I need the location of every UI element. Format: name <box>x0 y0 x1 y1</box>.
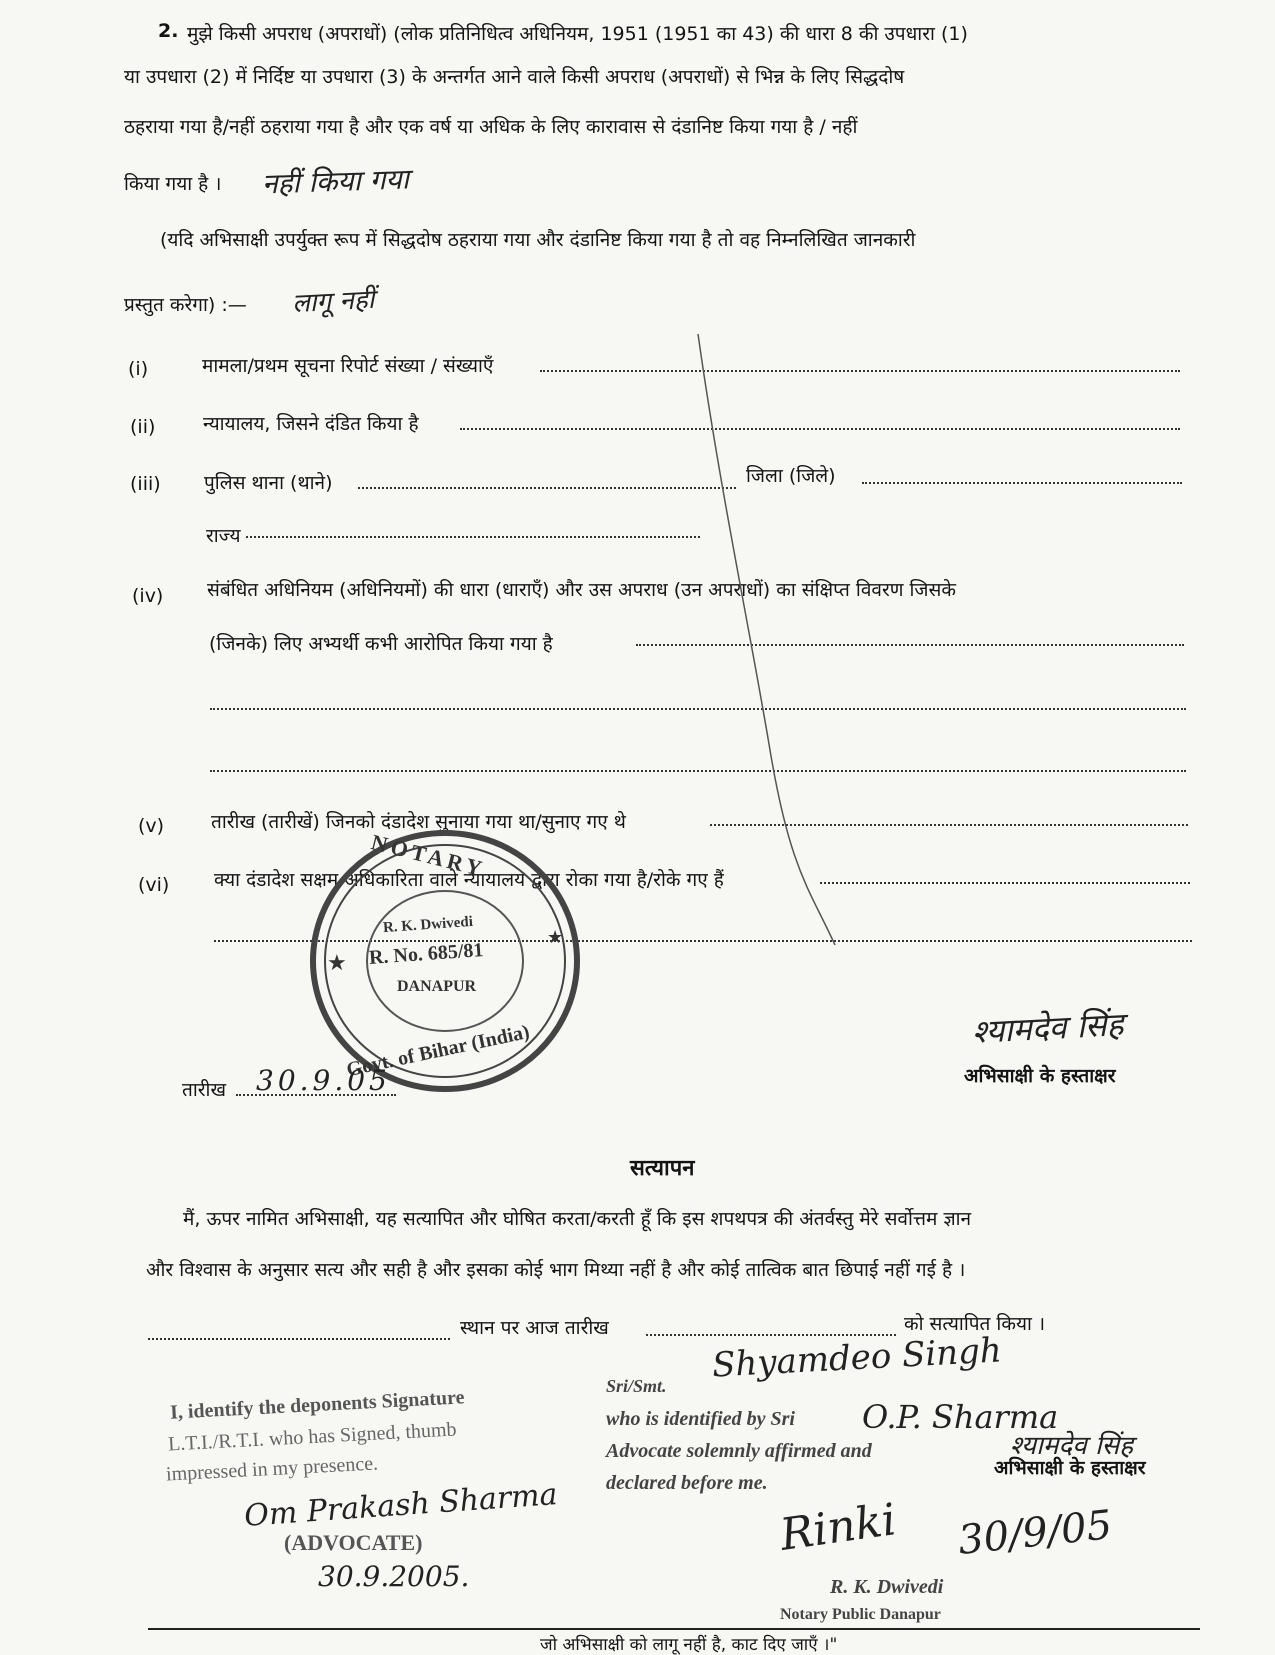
item-iii-state-blank <box>246 536 700 538</box>
stamp-place: DANAPUR <box>397 978 477 995</box>
notary-signature: Rinki <box>777 1494 900 1561</box>
footnote-text: जो अभिसाक्षी को लागू नहीं है, काट दिए जाएँ ।" <box>540 1635 838 1655</box>
verification-place-blank <box>148 1338 450 1340</box>
advocate-stamp-line3: impressed in my presence. <box>165 1452 379 1486</box>
date-label: तारीख <box>182 1079 226 1101</box>
stamp-top-text: NOTARY <box>368 829 489 882</box>
item-iii-label: पुलिस थाना (थाने) <box>204 472 333 494</box>
item-ii-number: (ii) <box>130 416 156 438</box>
verification-verified-label: को सत्यापित किया । <box>904 1313 1046 1335</box>
item-vi-label: क्या दंडादेश सक्षम अधिकारिता वाले न्यायालय द्वारा रोका गया है/रोके गए हैं <box>214 869 724 891</box>
item-i-label: मामला/प्रथम सूचना रिपोर्ट संख्या / संख्याएँ <box>202 355 494 377</box>
verification-place-label: स्थान पर आज तारीख <box>460 1317 609 1339</box>
footer-rule <box>148 1628 1200 1630</box>
advocate-handwritten-date: 30.9.2005. <box>318 1560 470 1593</box>
conditional-line1: (यदि अभिसाक्षी उपर्युक्त रूप में सिद्धदोष ठहराया गया और दंडानिष्ट किया गया है तो वह निम्नलिखित जानकारी <box>160 229 916 251</box>
notary-stamp-deponent-sig: श्यामदेव सिंह <box>1010 1431 1134 1461</box>
notary-stamp-line4: declared before me. <box>606 1472 768 1494</box>
item-iii-district-label: जिला (जिले) <box>746 465 836 487</box>
advocate-handwritten-name: Om Prakash Sharma <box>243 1477 559 1534</box>
para2-line4: किया गया है । <box>124 173 222 195</box>
stamp-bottom-text: Govt. of Bihar (India) <box>344 1020 532 1082</box>
verification-line1: मैं, ऊपर नामित अभिसाक्षी, यह सत्यापित और घोषित करता/करती हूँ कि इस शपथपत्र की अंतर्वस्तु मेरे सर्वोत्तम ज्ञान <box>183 1208 972 1230</box>
advocate-title: (ADVOCATE) <box>284 1530 423 1555</box>
item-iv-line2: (जिनके) लिए अभ्यर्थी कभी आरोपित किया गया है <box>209 633 553 655</box>
notary-stamp-identifier: O.P. Sharma <box>862 1398 1059 1436</box>
stamp-name: R. K. Dwivedi <box>382 913 474 937</box>
item-ii-label: न्यायालय, जिसने दंडित किया है <box>203 413 419 435</box>
notary-signature-date: 30/9/05 <box>956 1502 1115 1564</box>
para2-handwritten-answer: नहीं किया गया <box>261 162 410 201</box>
item-iii-police-blank <box>358 487 736 489</box>
notary-stamp-line2: who is identified by Sri <box>606 1408 795 1430</box>
advocate-stamp-line1: I, identify the deponents Signature <box>169 1386 466 1424</box>
verification-title: सत्यापन <box>630 1156 695 1181</box>
notary-stamp-handwritten-name: Shyamdeo Singh <box>711 1330 1003 1386</box>
conditional-handwritten-answer: लागू नहीं <box>291 284 376 320</box>
notary-stamp-title: Notary Public Danapur <box>780 1606 941 1623</box>
para2-number: 2. <box>158 20 179 42</box>
para2-line3: ठहराया गया है/नहीं ठहराया गया है और एक वर्ष या अधिक के लिए कारावास से दंडानिष्ट किया गया है / नहीं <box>124 116 858 138</box>
date-handwritten: 30.9.05 <box>256 1064 391 1097</box>
advocate-stamp-line2: L.T.I./R.T.I. who has Signed, thumb <box>167 1418 458 1456</box>
svg-text:★: ★ <box>547 927 564 948</box>
verification-date-blank <box>646 1334 896 1336</box>
conditional-line2: प्रस्तुत करेगा) :— <box>124 294 247 316</box>
notary-stamp-line3: Advocate solemnly affirmed and <box>606 1440 872 1462</box>
notary-stamp-line1: Sri/Smt. <box>606 1376 667 1396</box>
item-v-label: तारीख (तारीखें) जिनको दंडादेश सुनाया गया था/सुनाए गए थे <box>211 811 626 833</box>
deponent-signature-label-2: अभिसाक्षी के हस्ताक्षर <box>994 1457 1146 1479</box>
item-i-blank <box>540 370 1180 372</box>
para2-line2: या उपधारा (2) में निर्दिष्ट या उपधारा (3) के अन्तर्गत आने वाले किसी अपराध (अपराधों) से भिन्न के लिए सिद्धदोष <box>124 66 905 88</box>
stamp-reg: R. No. 685/81 <box>368 939 485 969</box>
paper-fold-line <box>690 330 850 950</box>
notary-round-stamp <box>305 825 585 1097</box>
deponent-signature-1: श्यामदेव सिंह <box>971 1005 1125 1051</box>
item-vi-blank1 <box>820 882 1190 884</box>
item-iii-district-blank <box>862 482 1182 484</box>
item-iv-number: (iv) <box>132 585 164 607</box>
item-iii-number: (iii) <box>130 473 161 495</box>
item-iv-line1: संबंधित अधिनियम (अधिनियमों) की धारा (धाराएँ) और उस अपराध (उन अपराधों) का संक्षिप्त विवरण जिसके <box>207 579 956 601</box>
notary-stamp-name: R. K. Dwivedi <box>830 1576 944 1598</box>
verification-line2: और विश्वास के अनुसार सत्य और सही है और इसका कोई भाग मिथ्या नहीं है और कोई तात्विक बात छिपाई नहीं गई है । <box>146 1259 966 1281</box>
item-v-number: (v) <box>138 815 165 837</box>
item-iii-state-label: राज्य <box>206 525 241 547</box>
item-i-number: (i) <box>128 358 149 380</box>
para2-line1: मुझे किसी अपराध (अपराधों) (लोक प्रतिनिधित्व अधिनियम, 1951 (1951 का 43) की धारा 8 की उपधारा (1) <box>187 23 968 45</box>
deponent-signature-label-1: अभिसाक्षी के हस्ताक्षर <box>964 1065 1116 1087</box>
svg-text:★: ★ <box>327 951 347 976</box>
item-vi-number: (vi) <box>138 874 170 896</box>
